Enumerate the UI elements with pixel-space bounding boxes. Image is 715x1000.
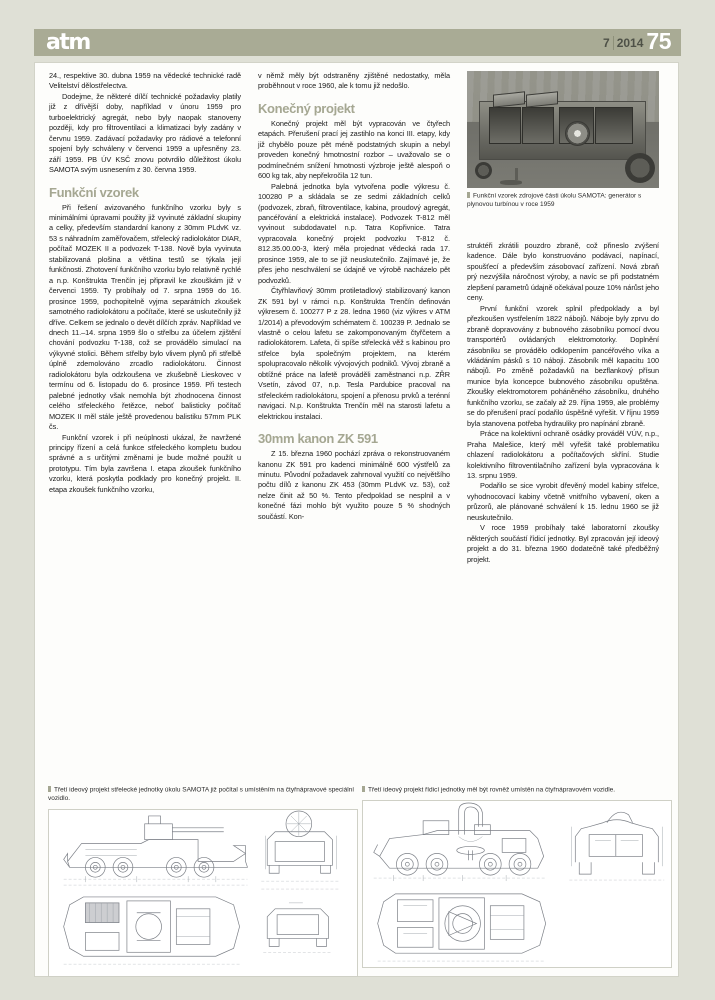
caption-marker-icon <box>362 786 365 792</box>
section-heading-konecny-projekt: Konečný projekt <box>258 100 355 116</box>
section-heading-30mm-kanon-zk-591: 30mm kanon ZK 591 <box>258 431 378 447</box>
issue-number: 7 <box>603 36 614 50</box>
page-number: 75 <box>646 28 671 54</box>
figure-ridici-jednotka <box>362 786 672 968</box>
text-column-1 <box>49 71 241 495</box>
page-header-band <box>34 29 681 56</box>
paragraph: Dodejme, že některé dílčí technické požadavky platily již z dřívější doby, například v únoru 1959 pro turboelektrický agregát, nebo byly naopak stanoveny později, kdy pro filtroventilaci a klimatizaci byly zadány v červnu 1959. Zadávací požadavky pro rádiové a telefonní spojení byly schváleny v červenci 1959 a upřesněny 23. září 1959. PB ÚV KSČ znovu potvrdilo důležitost úkolu SAMOTA svým usnesením z 30. června 1959. <box>49 91 241 175</box>
text-column-2 <box>258 71 450 522</box>
figure-caption-text: Třetí ideový projekt střelecké jednotky úkolu SAMOTA již počítal s umístěním na čtyřnápravové speciální vozidlo. <box>48 786 355 803</box>
caption-marker-icon <box>48 786 51 792</box>
figure-caption <box>362 786 672 795</box>
paragraph: Konečný projekt měl být vypracován ve čtyřech etapách. Přerušení prací jej zastihlo na konci III. etapy, kdy již chybělo pouze pět méně podstatných skupin a nebyl proveden konečný hmotnostní rozbor – uvažovalo se o podmínečném snížení hmotnosti výzbroje ještě alespoň o 600 kg tak, aby nepřekročila 12 tun. <box>258 118 450 181</box>
paragraph: 24., respektive 30. dubna 1959 na vědecké technické radě Velitelství dělostřelectva. <box>49 71 241 91</box>
photo-block <box>467 71 659 210</box>
paragraph: Palebná jednotka byla vytvořena podle výkresu č. 100280 P a skládala se ze sedmi základních celků (podvozek, zbraň, filtroventilace, kabina, proudový agregát, pancéřování a elektrická instalace). Podvozek T-812 měl vyvinout subdodavatel n.p. Tatra Kopřivnice. Tatra vypracovala konečný projekt podvozku T-812 č. 812.35.00.00-3, který měla projednat vědecká rada 17. prosince 1959, ale to se již neuskutečnilo. Zajímavé je, že přes jeho neschválení se údajně ve výrobě nacházelo pět podvozků. <box>258 181 450 285</box>
paragraph: Z 15. března 1960 pochází zpráva o rekonstruovaném kanonu ZK 591 pro kadenci minimálně 600 výstřelů za minutu. Původní požadavek zahrnoval využití co největšího počtu dílů z kanonu ZK 453 (30mm PLdvK vz. 53), což nelze činit až 50 %. Tento předpoklad se nesplnil a v konečné fázi mohlo být využito pouze 5 % shodných součástí. Kon- <box>258 449 450 521</box>
photo-caption <box>467 192 659 210</box>
issue-year: 2014 <box>616 36 644 50</box>
paragraph: Podařilo se sice vyrobit dřevěný model kabiny střelce, vyhodnocovací kabiny včetně vnitřního vybavení, oken a průzorů, ale plánované schválení k 15. lednu 1960 se již neuskutečnilo. <box>467 481 659 522</box>
figure-caption-text: Třetí ideový projekt řídicí jednotky měl být rovněž umístěn na čtyřnápravovém vozidle. <box>368 786 616 794</box>
paragraph: Funkční vzorek i při neúplnosti ukázal, že navržené principy řízení a celá funkce střeleckého kompletu budou správné a s určitými změnami je bude možné použít u prototypu. Tím byla završena I. etapa zkoušek funkčního vzorku, která poskytla podklady pro konečný projekt. II. etapa zkoušek funkčního vzorku, <box>49 432 241 494</box>
blueprint-drawing <box>362 800 672 968</box>
blueprint-drawing <box>48 809 358 977</box>
atm-logo: atm <box>46 30 90 55</box>
paragraph: V roce 1959 probíhaly také laboratorní zkoušky některých součástí řídicí jednotky. Byl zpracován její ideový projekt a do 31. března 1960 dodatečně také předběžný projekt. <box>467 523 659 564</box>
section-heading-funkcni-vzorek: Funkční vzorek <box>49 184 139 200</box>
paragraph: struktéři zkrátili pouzdro zbraně, což přineslo zvýšení kadence. Dále bylo konstruováno podávací, napínací, spoušťecí a především zásobovací zařízení. Nová zbraň prý nezvýšila náročnost výroby, a navíc se při podstatném zlepšení parametrů údajně očekával pouze 10% nárůst jeho ceny. <box>467 241 659 303</box>
issue-info <box>603 29 671 56</box>
paragraph: Práce na kolektivní ochraně osádky prováděl VÚV, n.p., Praha Malešice, který měl vyřešit také problematiku chlazení radiolokátoru a počítačových skříní. Studie kolektivního filtroventilačního zařízení byla vypracována k 13. srpnu 1959. <box>467 429 659 480</box>
figure-strelecka-jednotka <box>48 786 358 977</box>
text-column-3 <box>467 241 659 565</box>
paragraph: První funkční vzorek splnil předpoklady a byl přezkoušen vystřelením 1822 nábojů. Náboje byly zprvu do zbraně dopravovány z bubnového zásobníku pomocí dvou transportérů ovládaných elektromotorky. Doplnění zásobníku se provádělo odklopením pancéřového víka a vkládáním pásků s 10 náboji. Zásobník měl kapacitu 100 nábojů. Po změně požadavků na bezflankový přísun munice byla koncepce bubnového zásobníku opuštěna. Zkoušky elektromotorem poháněného zásobníku, druhého funkčního vzorku, se začaly až 29. října 1959, ale problémy se do přerušení prací podařilo úspěšně vyřešit. V říjnu 1959 byla stanovena potřeba hydrauliky pro napínání zbraně. <box>467 303 659 428</box>
paragraph: Při řešení avizovaného funkčního vzorku byly s minimálními úpravami použity již vyvinuté základní skupiny a celky, především standardní kanony z 30mm PLdvK vz. 53 s náhradním zaměřovačem, střelecký radiolokátor DIAR, počítač MOZEK II a podvozek T-138. Nově byla vyvinuta stabilizovaná plošina a většina testů se týkala její funkčnosti. Zhotovení funkčního vzorku bylo relativně rychlé a n.p. Konštrukta Trenčín jej připravil ke zkouškám již v červenci 1959. Ty probíhaly od 7. srpna 1959 do 16. prosince 1959, pochopitelně vyjma separátních zkoušek samotného radiolokátoru a počítače, které se uskutečnily již dříve. Celkem se jednalo o devět dílčích zpráv. Například ve dnech 11.–14. srpna 1959 šlo o střelbu za účelem zjištění chování podvozku T-138, což se provádělo simulací na výkyvné stolici. Během střelby bylo vlivem plynů při střelbě úplně zdemolováno zrcadlo radiolokátoru. Činnost radiolokátoru byla odzkoušena ve zkušebně Lieskovec v termínu od 6. listopadu do 6. prosince 1959. Při testech palebné jednotky však nemohla být zhodnocena činnost celého střeleckého řetězce, neboť balisticky počítač MOZEK II měl stále ještě provedenou balistiku 57mm PLK čs. <box>49 202 241 432</box>
funkcni-vzorek-generator-photo <box>467 71 659 188</box>
paragraph: v němž měly být odstraněny zjištěné nedostatky, měla proběhnout v roce 1960, ale k tomu již nedošlo. <box>258 71 450 91</box>
figure-caption <box>48 786 358 804</box>
caption-marker-icon <box>467 192 470 198</box>
photo-caption-text: Funkční vzorek zdrojové části úkolu SAMOTA: generátor s plynovou turbínou v roce 1959 <box>467 192 642 209</box>
paragraph: Čtyřhlavňový 30mm protiletadlový stabilizovaný kanon ZK 591 byl v rámci n.p. Konštrukta Trenčín definován výkresem č. 100277 P z 28. ledna 1960 (viz výkres v ATM 1/2014) a převodovým schématem č. 100239 P. Jednalo se vlastně o celou lafetu se zakomponovaným čtyřčetem a radiolokátorem. Lafeta, či spíše střelecká věž s kabinou pro střelce byla společným projektem, na kterém spolupracovalo několik vývojových podniků. Vývoj zbraně a obtížné práce na lafetě prováděli zaměstnanci n.p. ZŘR Vsetín, závod 07, n.p. Tesla Pardubice pracoval na střeleckém radiolokátoru, spojení a přenosu prvků a terénní navigaci. N.p. Konštrukta Trenčín měl na starosti lafetu a elektrickou instalaci. <box>258 286 450 421</box>
